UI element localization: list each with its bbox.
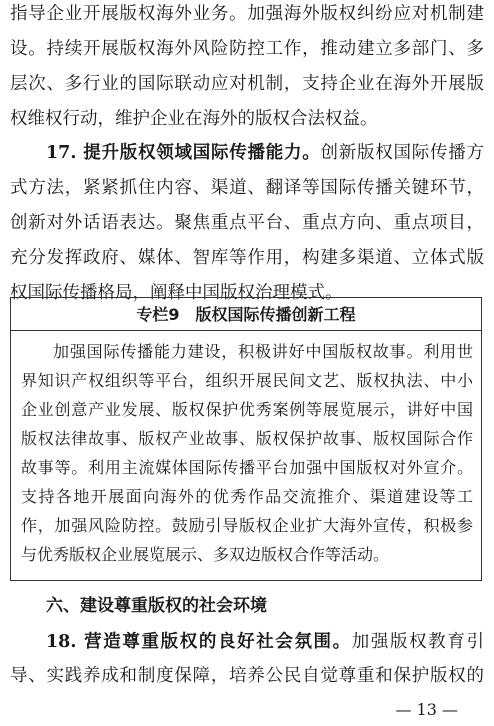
box-text-line: 支持各地开展面向海外的优秀作品交流推介、渠道建设等工 bbox=[21, 487, 473, 506]
box-text-line: 版权法律故事、版权产业故事、版权保护故事、版权国际合作 bbox=[21, 429, 473, 448]
body-text-line: 权国际传播格局，阐释中国版权治理模式。 bbox=[10, 283, 343, 303]
body-text-line: 权维权行动，维护企业在海外的版权合法权益。 bbox=[10, 109, 378, 129]
page-number: — 13 — bbox=[395, 700, 458, 719]
item-17-title: 17. 提升版权领域国际传播能力。 bbox=[46, 143, 321, 163]
box-text-line: 界知识产权组织等平台，组织开展民间文艺、版权执法、中小 bbox=[21, 371, 473, 390]
body-text-line: 指导企业开展版权海外业务。加强海外版权纠纷应对机制建 bbox=[10, 4, 484, 24]
item-18-text: 加强版权教育引 bbox=[351, 632, 484, 652]
body-text-line: 式方法，紧紧抓住内容、渠道、翻译等国际传播关键环节， bbox=[10, 178, 484, 198]
box-text-line: 企业创意产业发展、版权保护优秀案例等展览展示，讲好中国 bbox=[21, 400, 473, 419]
feature-column-title: 专栏9 版权国际传播创新工程 bbox=[11, 298, 481, 331]
item-17-text: 创新版权国际传播方 bbox=[320, 143, 484, 163]
box-text-line: 故事等。利用主流媒体国际传播平台加强中国版权对外宣介。 bbox=[21, 458, 473, 477]
box-text-line: 加强国际传播能力建设，积极讲好中国版权故事。利用世 bbox=[53, 342, 473, 361]
box-text-line: 作，加强风险防控。鼓励引导版权企业扩大海外宣传，积极参 bbox=[21, 516, 473, 535]
body-text-line: 导、实践养成和制度保障，培养公民自觉尊重和保护版权的 bbox=[10, 666, 484, 686]
item-17-first-line bbox=[46, 141, 484, 165]
item-18-title: 18. 营造尊重版权的良好社会氛围。 bbox=[46, 632, 352, 652]
feature-column-box bbox=[10, 297, 482, 581]
body-text-line: 创新对外话语表达。聚焦重点平台、重点方向、重点项目， bbox=[10, 213, 484, 233]
body-text-line: 层次、多行业的国际联动应对机制，支持企业在海外开展版 bbox=[10, 74, 484, 94]
item-18-first-line bbox=[46, 630, 484, 654]
body-text-line: 充分发挥政府、媒体、智库等作用，构建多渠道、立体式版 bbox=[10, 248, 484, 268]
section-heading: 六、建设尊重版权的社会环境 bbox=[46, 596, 267, 616]
box-text-line: 与优秀版权企业展览展示、多双边版权合作等活动。 bbox=[21, 545, 390, 564]
body-text-line: 设。持续开展版权海外风险防控工作，推动建立多部门、多 bbox=[10, 39, 484, 59]
